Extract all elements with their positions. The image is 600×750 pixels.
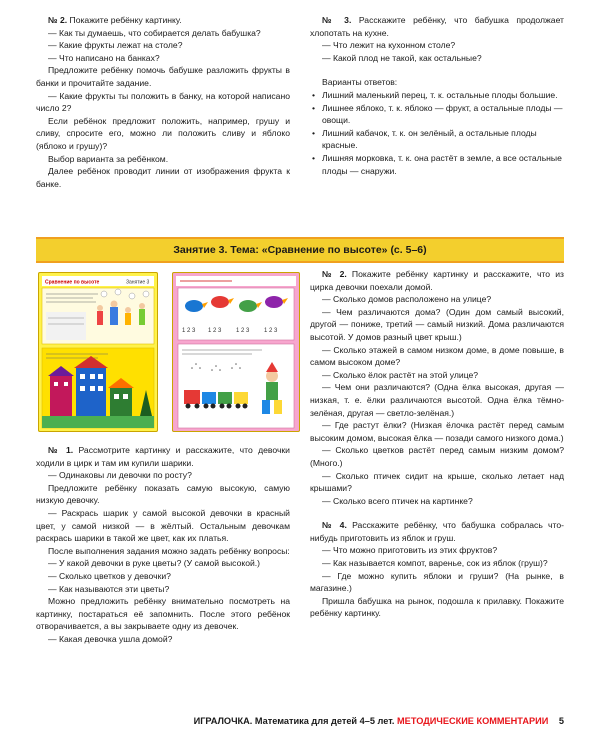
paragraph: — Какая девочка ушла домой? — [48, 633, 173, 644]
right-bottom-column — [310, 268, 564, 620]
variants-label: Варианты ответов: — [322, 77, 398, 88]
paragraph: — Где растут ёлки? (Низкая ёлочка растёт перед самым высоким домом, высокая ёлка — позади самого низкого дома.) — [310, 420, 564, 443]
list-item: • Лишнее яблоко, т. к. яблоко — фрукт, а остальные плоды — овощи. — [310, 102, 564, 127]
page-footer — [120, 716, 564, 732]
footer-highlight: МЕТОДИЧЕСКИЕ КОММЕНТАРИИ — [397, 716, 549, 726]
paragraph: — Одинаковы ли девочки по росту? — [48, 470, 192, 481]
workbook-page-thumbnail-left — [38, 272, 158, 432]
list-item: • Лишняя морковка, т. к. она растёт в земле, а все остальные плоды — снаружи. — [310, 152, 564, 177]
task2-intro: № 2. Покажите ребёнку картинку и расскажите, что из цирка девочки поехали домой. — [310, 269, 564, 292]
left-bottom-column — [36, 444, 290, 646]
list-item: • Лишний маленький перец, т. к. остальные плоды большие. — [310, 89, 564, 102]
paragraph: — У какой девочки в руке цветы? (У самой высокой.) — [48, 558, 261, 569]
paragraph: — Что написано на банках? — [48, 52, 160, 63]
paragraph: Пришла бабушка на рынок, подошла к прилавку. Покажите ребёнку картинку. — [310, 595, 564, 619]
svg-text:Занятие 3: Занятие 3 — [126, 279, 150, 286]
birds-and-train-illustration — [172, 272, 300, 432]
paragraph: — Сколько ёлок растёт на этой улице? — [322, 369, 479, 380]
paragraph: — Какие фрукты ты положить в банку, на которой написано число 2? — [36, 90, 290, 114]
variants-list — [310, 89, 564, 177]
paragraph: — Как ты думаешь, что собирается делать бабушка? — [48, 27, 261, 38]
paragraph: Предложите ребёнку помочь бабушке разложить фрукты в банки и прочитайте задание. — [36, 65, 290, 88]
paragraph: — Что можно приготовить из этих фруктов? — [322, 545, 498, 556]
task-number: № 1. — [48, 445, 74, 455]
task1-intro: № 1. Рассмотрите картинку и расскажите, что девочки ходили в цирк и там им купили шарики. — [36, 445, 290, 468]
svg-text:Сравнение по высоте: Сравнение по высоте — [45, 279, 100, 286]
list-item: • Лишний кабачок, т. к. он зелёный, а остальные плоды красные. — [310, 127, 564, 152]
paragraph: После выполнения задания можно задать ребёнку вопросы: — [48, 545, 290, 556]
paragraph: — Чем различаются дома? (Один дом самый высокий, другой — пониже, третий — самый низкий. Дома различаются высотой. У домов разный цвет крыш.) — [310, 306, 564, 342]
paragraph: — Сколько домов расположено на улице? — [322, 294, 492, 305]
paragraph: — Чем они различаются? (Одна ёлка высокая, другая — низкая, т. е. ёлки различаются высотой. Одна ёлка тёмно-зелёная, другая — светло-зелёная.) — [310, 382, 564, 418]
paragraph: Предложите ребёнку показать самую высокую, самую низкую девочку. — [36, 482, 290, 506]
svg-text:1 2 3: 1 2 3 — [182, 328, 196, 334]
paragraph: Далее ребёнок проводит линии от изображения фрукта к банке. — [36, 166, 290, 189]
question: — Что лежит на кухонном столе? — [322, 40, 456, 51]
task2-intro: № 2. Покажите ребёнку картинку. — [48, 15, 182, 25]
svg-text:1 2 3: 1 2 3 — [264, 328, 278, 334]
right-top-column — [310, 14, 564, 177]
svg-text:1 2 3: 1 2 3 — [236, 328, 250, 334]
lesson-banner: Занятие 3. Тема: «Сравнение по высоте» (с. 5–6) — [36, 237, 564, 263]
question: — Какой плод не такой, как остальные? — [322, 52, 482, 63]
girls-and-houses-illustration — [38, 272, 158, 432]
task-number: № 2. — [48, 15, 68, 25]
task-number: № 2. — [322, 269, 347, 279]
task-number: № 4. — [322, 520, 347, 531]
paragraph: — Сколько птичек сидит на крыше, сколько летает над крышами? — [310, 470, 564, 494]
paragraph: — Сколько цветков у девочки? — [48, 570, 171, 581]
paragraph: — Сколько этажей в самом низком доме, в доме повыше, в самом высоком доме? — [310, 344, 564, 368]
page-number: 5 — [558, 716, 564, 726]
footer-title: ИГРАЛОЧКА. Математика для детей 4–5 лет. — [193, 716, 395, 726]
paragraph: — Раскрась шарик у самой высокой девочки в красный цвет, у самой низкой — в жёлтый. Остальным девочкам раскрась шарики в такой же цвет, как их платья. — [36, 507, 290, 544]
paragraph: — Сколько цветков растёт перед самым низким домом? (Много.) — [310, 445, 564, 468]
svg-text:1 2 3: 1 2 3 — [208, 328, 222, 334]
paragraph: — Где можно купить яблоки и груши? (На рынке, в магазине.) — [310, 570, 564, 594]
paragraph: Можно предложить ребёнку внимательно посмотреть на картинку, постараться её запомнить. После этого ребёнок отворачивается, а вы закрываете одну из девочек. — [36, 596, 290, 632]
task3-intro: № 3. Расскажите ребёнку, что бабушка продолжает хлопотать на кухне. — [310, 15, 564, 38]
paragraph: Если ребёнок предложит положить, например, грушу и сливу, спросите его, можно ли положить сливу и яблоко (яблоко и грушу)? — [36, 115, 290, 151]
paragraph: — Сколько всего птичек на картинке? — [322, 495, 473, 506]
paragraph: — Как называются эти цветы? — [48, 583, 170, 594]
paragraph: — Как называется компот, варенье, сок из яблок (груш)? — [322, 558, 548, 569]
task4-intro: № 4. Расскажите ребёнку, что бабушка собралась что-нибудь приготовить из яблок и груш. — [310, 520, 565, 543]
task-number: № 3. — [322, 15, 352, 25]
paragraph: — Какие фрукты лежат на столе? — [48, 40, 183, 51]
paragraph: Выбор варианта за ребёнком. — [48, 153, 169, 164]
workbook-page-thumbnail-right — [172, 272, 300, 432]
left-top-column — [36, 14, 290, 190]
